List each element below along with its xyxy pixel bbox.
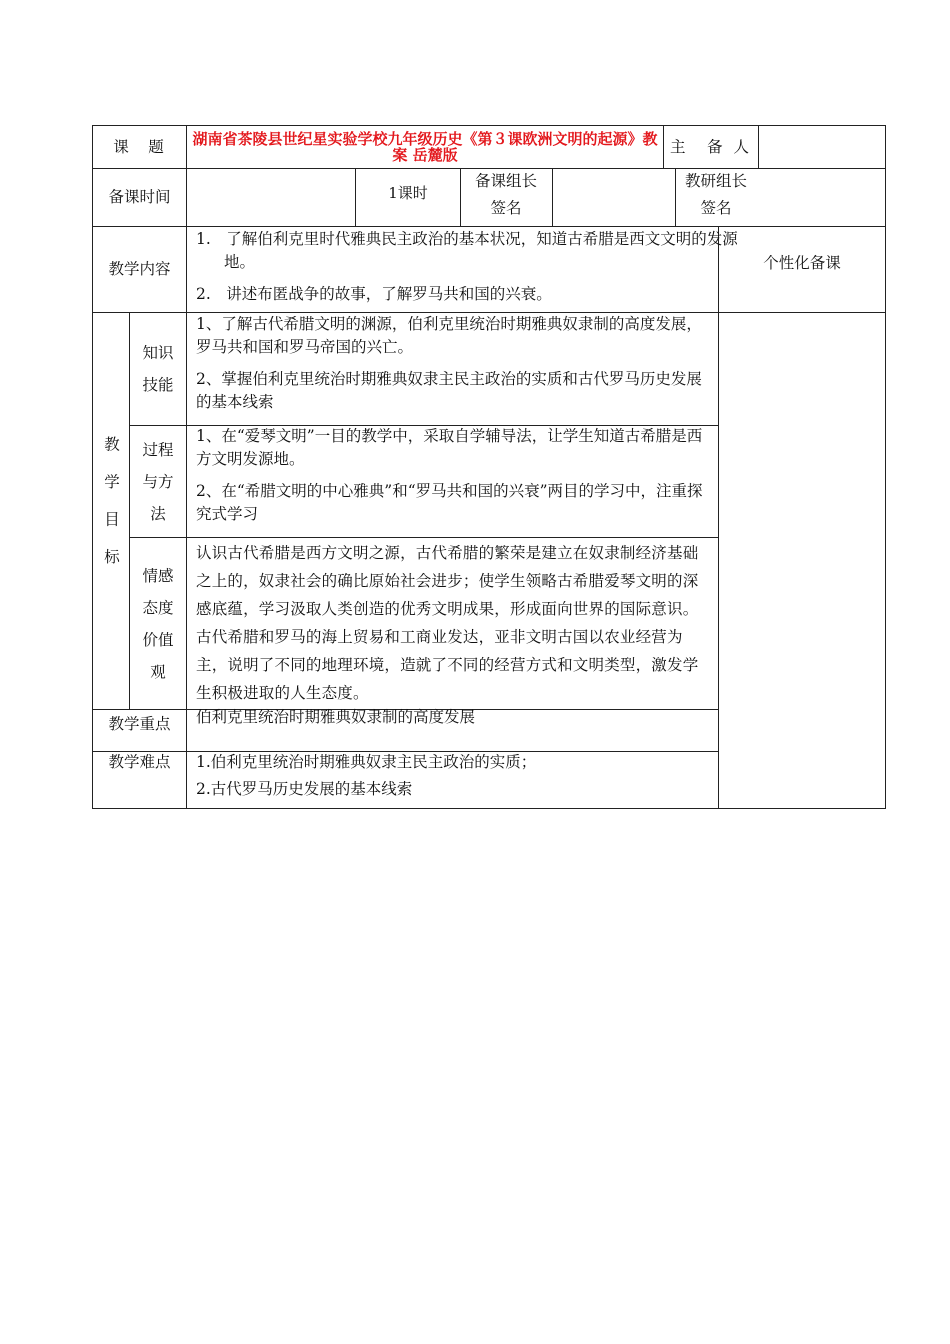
- group-leader-value: [553, 169, 675, 226]
- objectives-label-text: 教学目标: [102, 436, 120, 586]
- research-leader-label: 教研组长签名: [684, 172, 747, 217]
- knowledge-text-2: 2、掌握伯利克里统治时期雅典奴隶主民主政治的实质和古代罗马历史发展的基本线索: [196, 370, 702, 411]
- main-preparer-value: [759, 126, 885, 168]
- process-label: [130, 426, 186, 537]
- main-preparer-label: 主 备 人: [670, 137, 752, 156]
- label-column-divider-lower: [186, 709, 187, 809]
- objectives-label: [93, 313, 129, 709]
- key-point-text: 伯利克里统治时期雅典奴隶制的高度发展: [196, 708, 476, 726]
- time-research-left: [675, 168, 676, 226]
- content-item-2: 2. 讲述布匿战争的故事，了解罗马共和国的兴衰。: [196, 285, 552, 303]
- time-group-left: [460, 168, 461, 226]
- key-point-label: 教学重点: [108, 714, 171, 733]
- emotion-label-text: 情感态度价值观: [142, 566, 174, 681]
- knowledge-label-text: 知识技能: [142, 344, 174, 394]
- content-item-1: 1. 了解伯利克里时代雅典民主政治的基本状况，知道古希腊是西文文明的发源地。: [196, 230, 738, 271]
- process-label-text: 过程与方法: [142, 440, 174, 523]
- row-divider-2: [92, 226, 886, 227]
- personal-prep-label: 个性化备课: [763, 253, 841, 272]
- group-leader-label: 备课组长签名: [474, 172, 537, 217]
- difficult-point-label: 教学难点: [108, 752, 171, 771]
- content-label: 教学内容: [108, 260, 171, 278]
- objective-sub-divider-right: [186, 312, 187, 709]
- subject-label: 课 题: [113, 137, 166, 156]
- emotion-text: 认识古代希腊是西方文明之源，古代希腊的繁荣是建立在奴隶制经济基础之上的，奴隶社会的确比原始社会进步；使学生领略古希腊爱琴文明的深感底蕴，学习汲取人类创造的优秀文明成果，形成面向世界的国际意识。古代希腊和罗马的海上贸易和工商业发达，亚非文明古国以农业经营为主，说明了不同的地理环境，造就了不同的经营方式和文明类型，激发学生积极进取的人生态度。: [196, 544, 699, 702]
- knowledge-text-1: 1、了解古代希腊文明的渊源，伯利克里统治时期雅典奴隶制的高度发展，罗马共和国和罗马帝国的兴亡。: [196, 315, 702, 356]
- knowledge-label: [130, 313, 186, 425]
- process-text-1: 1、在“爱琴文明”一目的教学中，采取自学辅导法，让学生知道古希腊是西方文明发源地。: [196, 427, 703, 468]
- prep-time-value: [187, 169, 355, 226]
- difficult-point-item-1: 1.伯利克里统治时期雅典奴隶主民主政治的实质；: [196, 753, 537, 771]
- table-border-right: [885, 125, 886, 809]
- emotion-label: [130, 538, 186, 709]
- table-border-bottom: [92, 808, 886, 809]
- difficult-point-item-2: 2.古代罗马历史发展的基本线索: [196, 780, 413, 798]
- row-divider-process: [129, 537, 719, 538]
- process-text-2: 2、在“希腊文明的中心雅典”和“罗马共和国的兴衰”两目的学习中，注重探究式学习: [196, 482, 703, 523]
- lesson-title: 湖南省茶陵县世纪星实验学校九年级历史《第３课欧洲文明的起源》教案 岳麓版: [192, 130, 658, 164]
- personal-column-divider: [718, 226, 719, 809]
- class-hours: 1课时: [388, 184, 428, 202]
- prep-time-label: 备课时间: [108, 188, 171, 206]
